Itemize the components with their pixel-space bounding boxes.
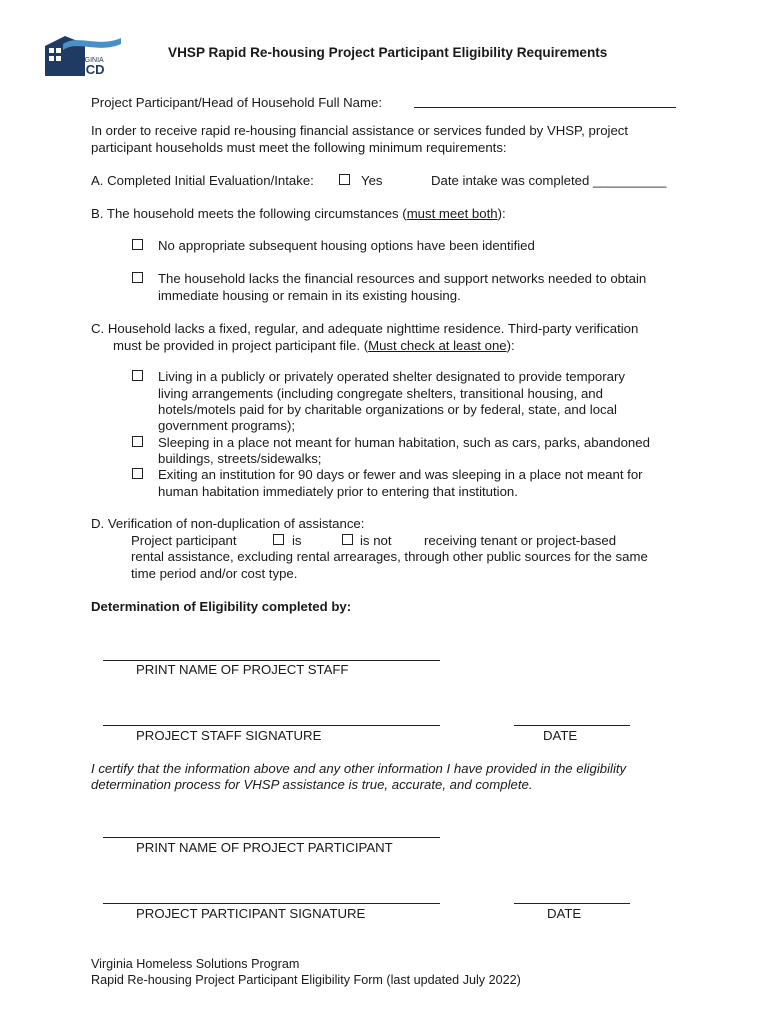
- section-d-line-4: time period and/or cost type.: [131, 566, 298, 581]
- c-item-3-line-1: Exiting an institution for 90 days or fewer and was sleeping in a place not meant for: [158, 467, 643, 482]
- certify-line-1: I certify that the information above and any other information I have provided in the eligibility: [91, 761, 627, 776]
- footer-line-1: Virginia Homeless Solutions Program: [91, 957, 300, 971]
- no-housing-options-checkbox[interactable]: [132, 239, 143, 250]
- c-item-1-line-1: Living in a publicly or privately operated shelter designated to provide temporary: [158, 369, 625, 384]
- c-item-1-line-2: living arrangements (including congregate shelters, transitional housing, and: [158, 386, 603, 401]
- lacks-resources-checkbox[interactable]: [132, 272, 143, 283]
- participant-name-label: PRINT NAME OF PROJECT PARTICIPANT: [136, 840, 393, 855]
- section-b-label: B. The household meets the following circumstances (must meet both):: [91, 206, 506, 221]
- staff-date-line[interactable]: [514, 725, 630, 726]
- intro-line-1: In order to receive rapid re-housing financial assistance or services funded by VHSP, project: [91, 123, 629, 138]
- is-not-checkbox[interactable]: [342, 534, 353, 545]
- full-name-label: Project Participant/Head of Household Full Name:: [91, 95, 383, 110]
- c-item-2-line-2: buildings, streets/sidewalks;: [158, 451, 322, 466]
- svg-text:VIRGINIA: VIRGINIA: [73, 57, 104, 64]
- intake-date-label: Date intake was completed __________: [431, 173, 667, 188]
- receiving-label: receiving tenant or project-based: [424, 533, 617, 548]
- certify-line-2: determination process for VHSP assistance is true, accurate, and complete.: [91, 777, 533, 792]
- participant-signature-label: PROJECT PARTICIPANT SIGNATURE: [136, 906, 366, 921]
- full-name-line[interactable]: [414, 107, 676, 108]
- b-item-2-line-2: immediate housing or remain in its existing housing.: [158, 288, 461, 303]
- section-d-line-3: rental assistance, excluding rental arrearages, through other public sources for the same: [131, 549, 648, 564]
- section-c-line-2: must be provided in project participant file. (Must check at least one):: [113, 338, 515, 353]
- staff-name-label: PRINT NAME OF PROJECT STAFF: [136, 662, 349, 677]
- intake-yes-label: Yes: [361, 173, 383, 188]
- determination-heading: Determination of Eligibility completed by:: [91, 599, 352, 614]
- participant-name-line[interactable]: [103, 837, 440, 838]
- project-participant-label: Project participant: [131, 533, 237, 548]
- footer-line-2: Rapid Re-housing Project Participant Eligibility Form (last updated July 2022): [91, 973, 521, 987]
- c-item-1-line-3: hotels/motels paid for by charitable organizations or by federal, state, and local: [158, 402, 617, 417]
- exiting-institution-checkbox[interactable]: [132, 468, 143, 479]
- c-item-3-line-2: human habitation immediately prior to entering that institution.: [158, 484, 518, 499]
- is-checkbox[interactable]: [273, 534, 284, 545]
- staff-date-label: DATE: [543, 728, 578, 743]
- b-item-2-line-1: The household lacks the financial resources and support networks needed to obtain: [158, 271, 647, 286]
- participant-signature-line[interactable]: [103, 903, 440, 904]
- is-not-label: is not: [360, 533, 392, 548]
- participant-date-label: DATE: [547, 906, 582, 921]
- intake-yes-checkbox[interactable]: [339, 174, 350, 185]
- staff-signature-line[interactable]: [103, 725, 440, 726]
- participant-date-line[interactable]: [514, 903, 630, 904]
- c-item-2-line-1: Sleeping in a place not meant for human habitation, such as cars, parks, abandoned: [158, 435, 650, 450]
- shelter-checkbox[interactable]: [132, 370, 143, 381]
- staff-name-line[interactable]: [103, 660, 440, 661]
- not-meant-habitation-checkbox[interactable]: [132, 436, 143, 447]
- section-c-line-1: C. Household lacks a fixed, regular, and adequate nighttime residence. Third-party verification: [91, 321, 639, 336]
- svg-text:DHCD: DHCD: [67, 62, 105, 76]
- intro-line-2: participant households must meet the following minimum requirements:: [91, 140, 507, 155]
- section-d-label: D. Verification of non-duplication of assistance:: [91, 516, 365, 531]
- is-label: is: [292, 533, 302, 548]
- staff-signature-label: PROJECT STAFF SIGNATURE: [136, 728, 322, 743]
- dhcd-logo: [43, 32, 121, 76]
- section-a-label: A. Completed Initial Evaluation/Intake:: [91, 173, 314, 188]
- page-title: VHSP Rapid Re-housing Project Participant Eligibility Requirements: [168, 45, 608, 60]
- b-item-1-line-1: No appropriate subsequent housing options have been identified: [158, 238, 535, 253]
- c-item-1-line-4: government programs);: [158, 418, 296, 433]
